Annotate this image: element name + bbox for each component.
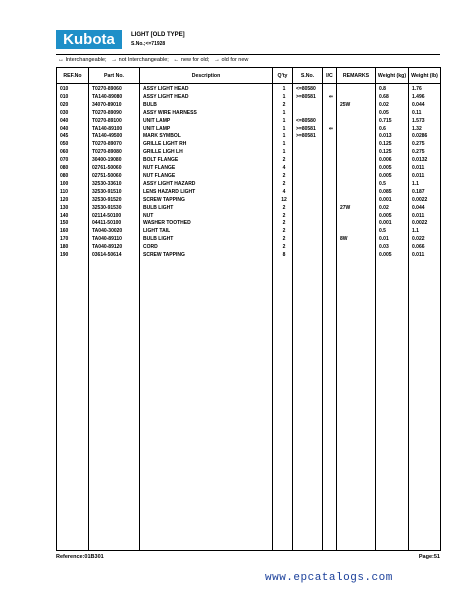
cell-ic: ⇐: [323, 94, 337, 102]
cell-weight-kg: 0.6: [376, 126, 409, 134]
cell-weight-lb: 1.573: [409, 118, 441, 126]
cell-description: NUT FLANGE: [140, 173, 273, 181]
cell-remarks: [337, 157, 376, 165]
cell-ic: ⇐: [323, 126, 337, 134]
cell-ref-no: 080: [57, 165, 89, 173]
col-serial: S.No.: [293, 68, 323, 84]
cell-qty: 1: [273, 149, 293, 157]
cell-description: UNIT LAMP: [140, 118, 273, 126]
cell-weight-kg: 0.013: [376, 133, 409, 141]
cell-serial: >=80581: [293, 94, 323, 102]
table-header-row: [57, 68, 441, 84]
cell-ref-no: 110: [57, 189, 89, 197]
cell-ic: [323, 165, 337, 173]
cell-remarks: [337, 197, 376, 205]
cell-ref-no: 060: [57, 149, 89, 157]
cell-weight-lb: 1.496: [409, 94, 441, 102]
cell-ref-no: 030: [57, 110, 89, 118]
cell-serial: [293, 228, 323, 236]
cell-ref-no: 120: [57, 197, 89, 205]
cell-remarks: [337, 220, 376, 228]
cell-weight-lb: 1.1: [409, 181, 441, 189]
table-row: [57, 181, 441, 189]
cell-ref-no: 100: [57, 181, 89, 189]
cell-ic: [323, 118, 337, 126]
cell-part-no: TA040-89120: [89, 244, 140, 252]
filler-cell: [409, 260, 441, 551]
table-row: [57, 213, 441, 221]
table-row: [57, 102, 441, 110]
cell-remarks: [337, 141, 376, 149]
cell-serial: [293, 102, 323, 110]
cell-remarks: [337, 213, 376, 221]
cell-qty: 2: [273, 228, 293, 236]
cell-ic: [323, 149, 337, 157]
legend: [58, 57, 248, 63]
table-row: [57, 252, 441, 260]
cell-weight-lb: 0.011: [409, 173, 441, 181]
cell-part-no: T0270-89100: [89, 118, 140, 126]
cell-serial: [293, 205, 323, 213]
cell-ic: [323, 84, 337, 94]
cell-weight-kg: 0.01: [376, 236, 409, 244]
cell-remarks: [337, 173, 376, 181]
cell-serial: [293, 181, 323, 189]
cell-serial: [293, 244, 323, 252]
cell-part-no: 30400-19080: [89, 157, 140, 165]
serial-range: S.No.;<=71928: [131, 41, 166, 47]
cell-weight-lb: 0.011: [409, 165, 441, 173]
table-row: [57, 220, 441, 228]
cell-description: GRILLE LIGH LH: [140, 149, 273, 157]
table-row: [57, 205, 441, 213]
cell-remarks: [337, 165, 376, 173]
cell-weight-lb: 0.011: [409, 252, 441, 260]
cell-ref-no: 050: [57, 141, 89, 149]
cell-weight-lb: 0.275: [409, 141, 441, 149]
cell-qty: 1: [273, 126, 293, 134]
table-row: [57, 189, 441, 197]
cell-ic: [323, 141, 337, 149]
cell-weight-lb: 0.11: [409, 110, 441, 118]
cell-weight-lb: 0.022: [409, 236, 441, 244]
cell-serial: [293, 165, 323, 173]
table-filler-row: [57, 260, 441, 551]
cell-qty: 1: [273, 84, 293, 94]
cell-ic: [323, 244, 337, 252]
cell-part-no: 32530-33610: [89, 181, 140, 189]
cell-part-no: TA140-89080: [89, 94, 140, 102]
old-for-new-icon: →: [213, 57, 220, 63]
legend-new-for-old: new for old;: [180, 57, 210, 63]
kubota-logo: Kubota: [56, 30, 122, 49]
cell-remarks: [337, 133, 376, 141]
filler-cell: [57, 260, 89, 551]
filler-cell: [140, 260, 273, 551]
cell-qty: 1: [273, 110, 293, 118]
cell-qty: 1: [273, 133, 293, 141]
cell-weight-kg: 0.5: [376, 181, 409, 189]
cell-part-no: 32530-91510: [89, 189, 140, 197]
cell-part-no: T0270-89090: [89, 110, 140, 118]
cell-weight-lb: 0.275: [409, 149, 441, 157]
cell-weight-lb: 0.0022: [409, 220, 441, 228]
cell-qty: 2: [273, 213, 293, 221]
cell-ic: [323, 133, 337, 141]
cell-qty: 4: [273, 165, 293, 173]
cell-description: ASSY LIGHT HEAD: [140, 84, 273, 94]
cell-description: ASSY WIRE HARNESS: [140, 110, 273, 118]
cell-remarks: [337, 228, 376, 236]
cell-serial: [293, 220, 323, 228]
cell-part-no: TA040-30020: [89, 228, 140, 236]
cell-part-no: T0270-89070: [89, 141, 140, 149]
table-row: [57, 110, 441, 118]
filler-cell: [376, 260, 409, 551]
page-title: LIGHT [OLD TYPE]: [131, 32, 185, 38]
cell-weight-lb: 1.32: [409, 126, 441, 134]
parts-table: [56, 67, 441, 551]
cell-weight-kg: 0.005: [376, 165, 409, 173]
cell-weight-kg: 0.715: [376, 118, 409, 126]
cell-part-no: 02114-50100: [89, 213, 140, 221]
cell-serial: [293, 141, 323, 149]
cell-ref-no: 160: [57, 228, 89, 236]
cell-weight-lb: 0.0132: [409, 157, 441, 165]
table-row: [57, 244, 441, 252]
cell-part-no: 04411-50100: [89, 220, 140, 228]
cell-ic: [323, 181, 337, 189]
cell-ref-no: 190: [57, 252, 89, 260]
cell-ic: [323, 157, 337, 165]
cell-remarks: [337, 252, 376, 260]
cell-weight-kg: 0.02: [376, 205, 409, 213]
col-ic: I/C: [323, 68, 337, 84]
cell-ic: [323, 110, 337, 118]
cell-remarks: [337, 181, 376, 189]
cell-remarks: [337, 94, 376, 102]
cell-weight-kg: 0.006: [376, 157, 409, 165]
cell-description: WASHER TOOTHED: [140, 220, 273, 228]
cell-ic: [323, 220, 337, 228]
table-row: [57, 236, 441, 244]
cell-serial: [293, 110, 323, 118]
cell-part-no: 34070-89010: [89, 102, 140, 110]
cell-ref-no: 130: [57, 205, 89, 213]
col-weight-kg: Weight (kg): [376, 68, 409, 84]
cell-serial: <=80580: [293, 118, 323, 126]
cell-weight-kg: 0.125: [376, 141, 409, 149]
cell-remarks: [337, 118, 376, 126]
cell-description: SCREW TAPPING: [140, 197, 273, 205]
cell-qty: 2: [273, 205, 293, 213]
cell-part-no: 03614-50614: [89, 252, 140, 260]
cell-weight-kg: 0.005: [376, 213, 409, 221]
cell-weight-kg: 0.02: [376, 102, 409, 110]
col-remarks: REMARKS: [337, 68, 376, 84]
cell-ref-no: 040: [57, 118, 89, 126]
table-row: [57, 141, 441, 149]
cell-ref-no: 040: [57, 126, 89, 134]
cell-serial: [293, 149, 323, 157]
cell-ref-no: 020: [57, 102, 89, 110]
table-row: [57, 149, 441, 157]
reference-code: Reference:01B301: [56, 554, 104, 560]
col-part-no: Part No.: [89, 68, 140, 84]
cell-weight-lb: 0.066: [409, 244, 441, 252]
cell-weight-kg: 0.5: [376, 228, 409, 236]
cell-description: SCREW TAPPING: [140, 252, 273, 260]
legend-old-for-new: old for new: [221, 57, 249, 63]
new-for-old-icon: ←: [173, 57, 180, 63]
table-row: [57, 197, 441, 205]
cell-serial: [293, 236, 323, 244]
table-row: [57, 126, 441, 134]
cell-qty: 2: [273, 102, 293, 110]
cell-description: BULB: [140, 102, 273, 110]
cell-serial: >=80581: [293, 126, 323, 134]
cell-ic: [323, 252, 337, 260]
col-ref-no: REF.No: [57, 68, 89, 84]
cell-qty: 2: [273, 220, 293, 228]
cell-ic: [323, 189, 337, 197]
cell-description: GRILLE LIGHT RH: [140, 141, 273, 149]
legend-top-rule: [56, 54, 440, 55]
cell-part-no: T0270-89080: [89, 149, 140, 157]
cell-weight-lb: 0.011: [409, 213, 441, 221]
cell-serial: [293, 189, 323, 197]
table-row: [57, 173, 441, 181]
cell-ic: [323, 197, 337, 205]
cell-part-no: 32530-91530: [89, 205, 140, 213]
cell-weight-lb: 0.0022: [409, 197, 441, 205]
col-description: Description: [140, 68, 273, 84]
footer-rule: [56, 550, 440, 551]
cell-weight-kg: 0.085: [376, 189, 409, 197]
cell-weight-kg: 0.005: [376, 252, 409, 260]
cell-weight-kg: 0.03: [376, 244, 409, 252]
cell-serial: >=80581: [293, 133, 323, 141]
cell-ref-no: 140: [57, 213, 89, 221]
cell-part-no: 02761-50060: [89, 165, 140, 173]
filler-cell: [89, 260, 140, 551]
cell-description: MARK SYMBOL: [140, 133, 273, 141]
cell-part-no: 32530-91520: [89, 197, 140, 205]
cell-remarks: 8W: [337, 236, 376, 244]
cell-ref-no: 180: [57, 244, 89, 252]
cell-serial: [293, 197, 323, 205]
filler-cell: [337, 260, 376, 551]
cell-weight-lb: 0.187: [409, 189, 441, 197]
cell-qty: 12: [273, 197, 293, 205]
cell-description: LIGHT TAIL: [140, 228, 273, 236]
cell-qty: 1: [273, 118, 293, 126]
cell-ref-no: 010: [57, 84, 89, 94]
cell-qty: 2: [273, 157, 293, 165]
cell-description: NUT: [140, 213, 273, 221]
cell-qty: 8: [273, 252, 293, 260]
cell-remarks: [337, 149, 376, 157]
cell-weight-lb: 0.044: [409, 205, 441, 213]
cell-qty: 2: [273, 236, 293, 244]
page-number: Page:51: [418, 554, 440, 560]
cell-part-no: TA140-49500: [89, 133, 140, 141]
cell-weight-lb: 1.76: [409, 84, 441, 94]
cell-weight-kg: 0.001: [376, 197, 409, 205]
cell-description: ASSY LIGHT HAZARD: [140, 181, 273, 189]
col-qty: Q'ty: [273, 68, 293, 84]
cell-weight-kg: 0.125: [376, 149, 409, 157]
cell-part-no: 02751-50060: [89, 173, 140, 181]
watermark: www.epcatalogs.com: [265, 572, 393, 584]
cell-qty: 1: [273, 141, 293, 149]
cell-remarks: [337, 110, 376, 118]
cell-serial: [293, 252, 323, 260]
cell-ref-no: 045: [57, 133, 89, 141]
not-interchangeable-icon: →: [111, 57, 118, 63]
cell-serial: [293, 157, 323, 165]
cell-ref-no: 010: [57, 94, 89, 102]
legend-not-interchangeable: not Interchangeable;: [118, 57, 169, 63]
cell-ref-no: 070: [57, 157, 89, 165]
col-weight-lb: Weight (lb): [409, 68, 441, 84]
cell-ic: [323, 205, 337, 213]
cell-description: BOLT FLANGE: [140, 157, 273, 165]
cell-ic: [323, 213, 337, 221]
cell-ic: [323, 102, 337, 110]
legend-interchangeable: Interchangeable;: [65, 57, 107, 63]
cell-remarks: 25W: [337, 102, 376, 110]
cell-description: BULB LIGHT: [140, 236, 273, 244]
cell-qty: 2: [273, 244, 293, 252]
cell-ref-no: 080: [57, 173, 89, 181]
table-row: [57, 84, 441, 94]
cell-description: ASSY LIGHT HEAD: [140, 94, 273, 102]
cell-ic: [323, 173, 337, 181]
table-row: [57, 94, 441, 102]
cell-serial: [293, 173, 323, 181]
cell-description: LENS HAZARD LIGHT: [140, 189, 273, 197]
cell-remarks: [337, 126, 376, 134]
table-row: [57, 228, 441, 236]
cell-weight-kg: 0.8: [376, 84, 409, 94]
cell-weight-kg: 0.001: [376, 220, 409, 228]
table-row: [57, 118, 441, 126]
cell-ref-no: 150: [57, 220, 89, 228]
cell-remarks: [337, 84, 376, 94]
cell-description: NUT FLANGE: [140, 165, 273, 173]
table-row: [57, 133, 441, 141]
cell-weight-lb: 0.044: [409, 102, 441, 110]
cell-qty: 2: [273, 181, 293, 189]
cell-weight-kg: 0.005: [376, 173, 409, 181]
table-row: [57, 157, 441, 165]
cell-ref-no: 170: [57, 236, 89, 244]
cell-remarks: [337, 189, 376, 197]
cell-serial: [293, 213, 323, 221]
cell-description: CORD: [140, 244, 273, 252]
cell-ic: [323, 236, 337, 244]
cell-ic: [323, 228, 337, 236]
cell-remarks: [337, 244, 376, 252]
cell-weight-lb: 0.0286: [409, 133, 441, 141]
cell-weight-lb: 1.1: [409, 228, 441, 236]
cell-part-no: TA040-89110: [89, 236, 140, 244]
cell-part-no: T0270-89060: [89, 84, 140, 94]
cell-description: BULB LIGHT: [140, 205, 273, 213]
filler-cell: [293, 260, 323, 551]
filler-cell: [273, 260, 293, 551]
cell-weight-kg: 0.05: [376, 110, 409, 118]
cell-part-no: TA140-89100: [89, 126, 140, 134]
cell-weight-kg: 0.68: [376, 94, 409, 102]
cell-qty: 4: [273, 189, 293, 197]
cell-description: UNIT LAMP: [140, 126, 273, 134]
cell-qty: 1: [273, 94, 293, 102]
filler-cell: [323, 260, 337, 551]
cell-qty: 2: [273, 173, 293, 181]
cell-serial: <=80580: [293, 84, 323, 94]
interchangeable-icon: ↔: [58, 57, 64, 63]
table-row: [57, 165, 441, 173]
cell-remarks: 27W: [337, 205, 376, 213]
